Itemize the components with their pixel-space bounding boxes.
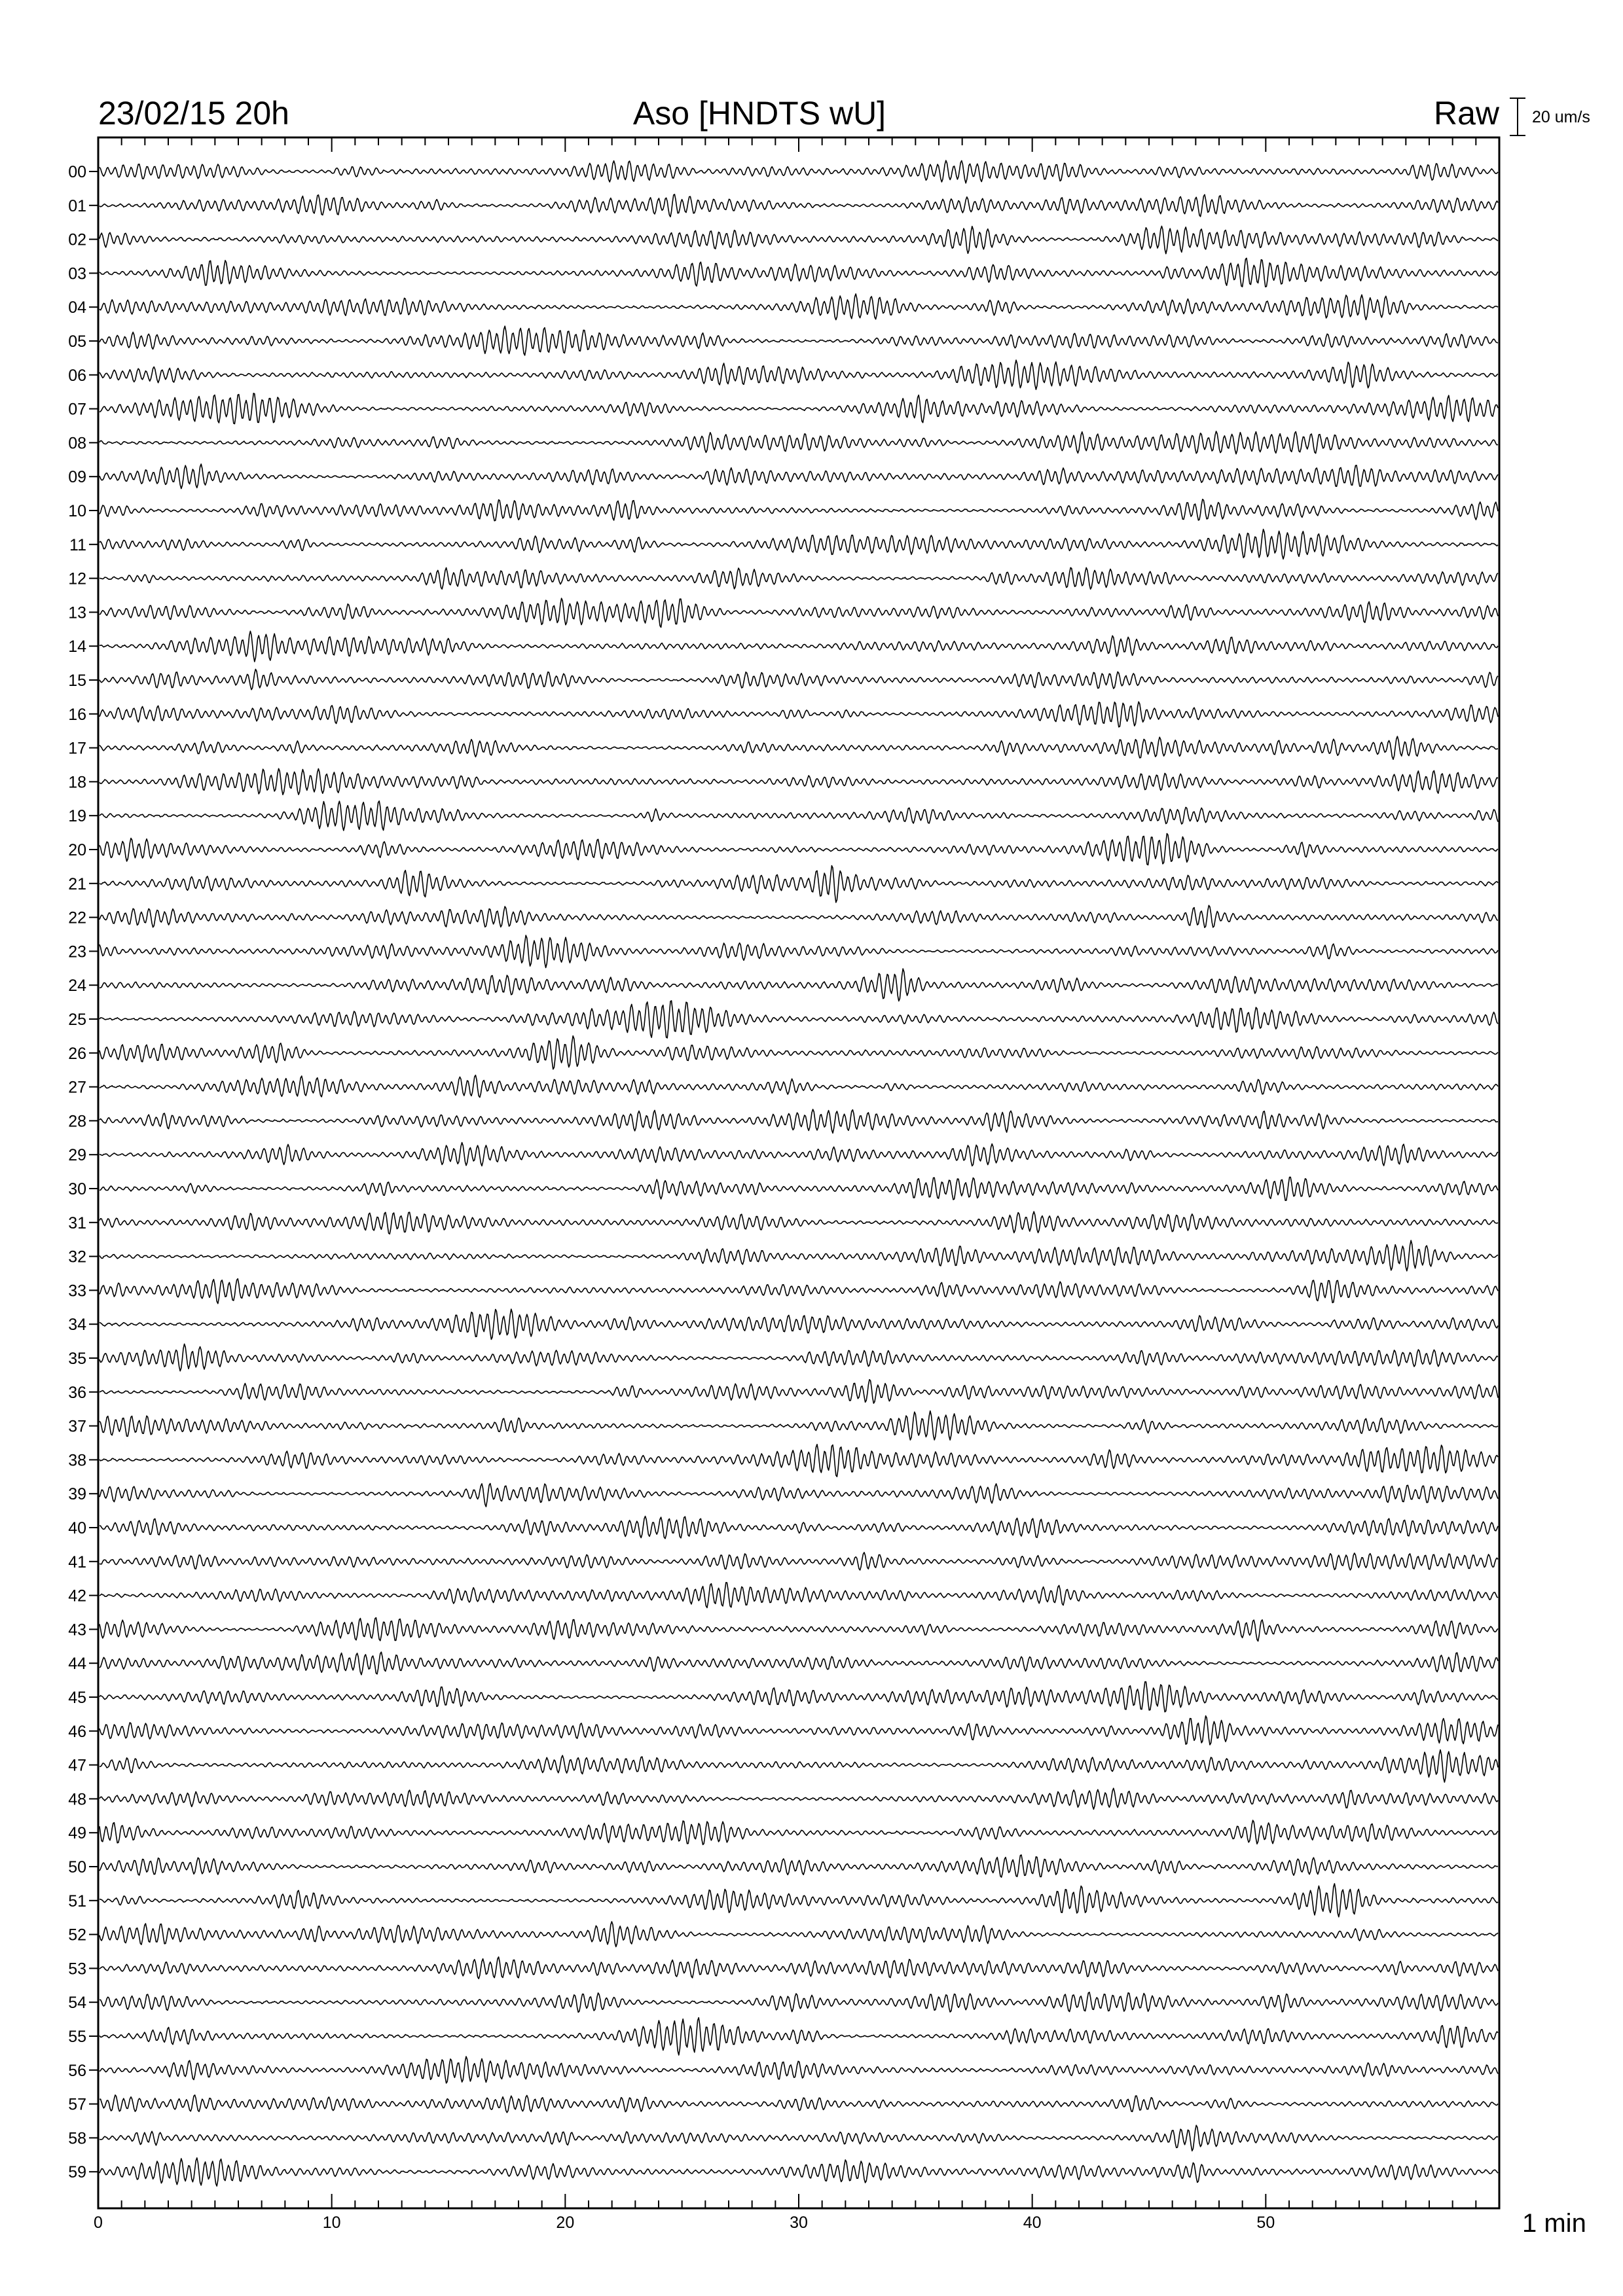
row-label-07: 07 (68, 400, 86, 419)
x-tick-label-4: 40 (1023, 2214, 1042, 2232)
x-tick-label-1: 10 (322, 2214, 341, 2232)
trace-row-38 (100, 1444, 1498, 1477)
row-label-03: 03 (68, 264, 86, 283)
trace-row-11 (100, 529, 1498, 560)
trace-row-56 (100, 2056, 1498, 2083)
trace-row-16 (100, 702, 1498, 727)
trace-row-02 (100, 226, 1498, 254)
trace-row-20 (100, 834, 1498, 865)
row-label-19: 19 (68, 807, 86, 826)
trace-row-44 (100, 1652, 1498, 1675)
row-label-21: 21 (68, 874, 86, 893)
row-label-09: 09 (68, 468, 86, 487)
x-tick-label-5: 50 (1256, 2214, 1275, 2232)
row-label-12: 12 (68, 569, 86, 588)
row-label-32: 32 (68, 1247, 86, 1266)
trace-row-37 (100, 1411, 1498, 1440)
traces (100, 160, 1498, 2186)
row-label-38: 38 (68, 1451, 86, 1470)
trace-row-26 (100, 1036, 1498, 1069)
row-label-29: 29 (68, 1146, 86, 1165)
row-label-33: 33 (68, 1282, 86, 1300)
row-label-59: 59 (68, 2163, 86, 2182)
row-label-35: 35 (68, 1350, 86, 1368)
trace-row-54 (100, 1992, 1498, 2013)
trace-row-53 (100, 1957, 1498, 1979)
trace-row-15 (100, 670, 1498, 690)
trace-row-01 (100, 194, 1498, 217)
row-label-08: 08 (68, 434, 86, 453)
row-labels (68, 163, 98, 2181)
row-label-26: 26 (68, 1044, 86, 1063)
trace-row-43 (100, 1618, 1498, 1641)
row-label-02: 02 (68, 230, 86, 249)
row-label-10: 10 (68, 502, 86, 520)
row-label-47: 47 (68, 1756, 86, 1775)
trace-row-58 (100, 2125, 1498, 2151)
row-label-50: 50 (68, 1858, 86, 1876)
trace-row-52 (100, 1922, 1498, 1946)
row-label-28: 28 (68, 1112, 86, 1131)
row-label-44: 44 (68, 1655, 86, 1674)
trace-row-47 (100, 1750, 1498, 1783)
trace-row-30 (100, 1177, 1498, 1201)
trace-row-17 (100, 736, 1498, 759)
trace-row-25 (100, 1001, 1498, 1038)
x-tick-label-0: 0 (94, 2214, 103, 2232)
row-label-43: 43 (68, 1621, 86, 1640)
trace-row-35 (100, 1344, 1498, 1371)
scale-label: 20 um/s (1532, 108, 1590, 126)
trace-row-05 (100, 326, 1498, 355)
plot-frame (98, 137, 1499, 2208)
row-label-54: 54 (68, 1994, 86, 2013)
row-label-55: 55 (68, 2028, 86, 2046)
row-label-56: 56 (68, 2061, 86, 2080)
trace-row-28 (100, 1109, 1498, 1133)
trace-row-03 (100, 258, 1498, 287)
minute-ticks (98, 137, 1499, 2208)
trace-row-07 (100, 393, 1498, 424)
trace-row-18 (100, 768, 1498, 795)
row-label-20: 20 (68, 841, 86, 859)
trace-row-21 (100, 866, 1498, 903)
row-label-52: 52 (68, 1926, 86, 1945)
trace-row-57 (100, 2095, 1498, 2113)
row-label-23: 23 (68, 942, 86, 961)
row-label-57: 57 (68, 2095, 86, 2114)
row-label-06: 06 (68, 366, 86, 385)
trace-row-04 (100, 294, 1498, 320)
trace-row-50 (100, 1855, 1498, 1877)
trace-row-14 (100, 631, 1498, 662)
trace-row-32 (100, 1240, 1498, 1271)
row-label-27: 27 (68, 1078, 86, 1097)
trace-row-24 (100, 969, 1498, 1001)
trace-row-13 (100, 598, 1498, 627)
trace-row-10 (100, 499, 1498, 521)
trace-row-33 (100, 1279, 1498, 1304)
trace-row-08 (100, 431, 1498, 454)
trace-row-06 (100, 360, 1498, 389)
trace-row-49 (100, 1820, 1498, 1844)
row-label-58: 58 (68, 2129, 86, 2148)
trace-row-39 (100, 1484, 1498, 1507)
trace-row-55 (100, 2018, 1498, 2055)
x-tick-label-2: 20 (556, 2214, 575, 2232)
trace-row-46 (100, 1716, 1498, 1745)
row-label-11: 11 (69, 535, 86, 554)
trace-row-12 (100, 567, 1498, 589)
trace-row-23 (100, 935, 1498, 967)
scale-bar (1510, 98, 1525, 135)
trace-row-51 (100, 1884, 1498, 1917)
trace-row-09 (100, 464, 1498, 489)
trace-row-19 (100, 801, 1498, 831)
row-label-36: 36 (68, 1383, 86, 1402)
row-label-51: 51 (68, 1892, 86, 1910)
row-label-00: 00 (68, 163, 86, 181)
row-label-05: 05 (68, 332, 86, 351)
row-label-41: 41 (68, 1552, 86, 1571)
mode-label: Raw (1433, 95, 1499, 132)
row-label-14: 14 (68, 637, 86, 656)
trace-row-42 (100, 1583, 1498, 1608)
station-title: Aso [HNDTS wU] (632, 95, 886, 132)
trace-row-22 (100, 905, 1498, 927)
row-label-17: 17 (68, 739, 86, 758)
row-label-39: 39 (68, 1485, 86, 1504)
row-label-25: 25 (68, 1011, 86, 1029)
trace-row-45 (100, 1682, 1498, 1712)
row-label-15: 15 (68, 672, 86, 690)
row-label-40: 40 (68, 1519, 86, 1537)
row-label-18: 18 (68, 773, 86, 792)
row-label-37: 37 (68, 1417, 86, 1436)
trace-row-29 (100, 1143, 1498, 1166)
row-label-22: 22 (68, 908, 86, 927)
row-label-46: 46 (68, 1722, 86, 1741)
row-label-53: 53 (68, 1960, 86, 1979)
trace-row-40 (100, 1516, 1498, 1539)
row-label-49: 49 (68, 1824, 86, 1843)
x-tick-label-3: 30 (790, 2214, 808, 2232)
trace-row-41 (100, 1552, 1498, 1570)
row-label-04: 04 (68, 298, 86, 317)
row-label-48: 48 (68, 1790, 86, 1809)
row-label-13: 13 (68, 603, 86, 622)
row-label-34: 34 (68, 1316, 86, 1335)
trace-row-59 (100, 2158, 1498, 2186)
row-label-45: 45 (68, 1689, 86, 1707)
trace-row-48 (100, 1788, 1498, 1809)
row-label-42: 42 (68, 1587, 86, 1605)
row-label-30: 30 (68, 1180, 86, 1198)
trace-row-00 (100, 160, 1498, 183)
trace-row-31 (100, 1211, 1498, 1234)
row-label-16: 16 (68, 705, 86, 724)
row-label-24: 24 (68, 977, 86, 996)
row-label-01: 01 (68, 196, 86, 215)
datetime-label: 23/02/15 20h (98, 95, 289, 132)
trace-row-34 (100, 1309, 1498, 1339)
x-unit-label: 1 min (1522, 2209, 1586, 2238)
trace-row-27 (100, 1075, 1498, 1098)
row-label-31: 31 (68, 1213, 86, 1232)
x-tick-labels (94, 2214, 1275, 2232)
trace-row-36 (100, 1380, 1498, 1403)
